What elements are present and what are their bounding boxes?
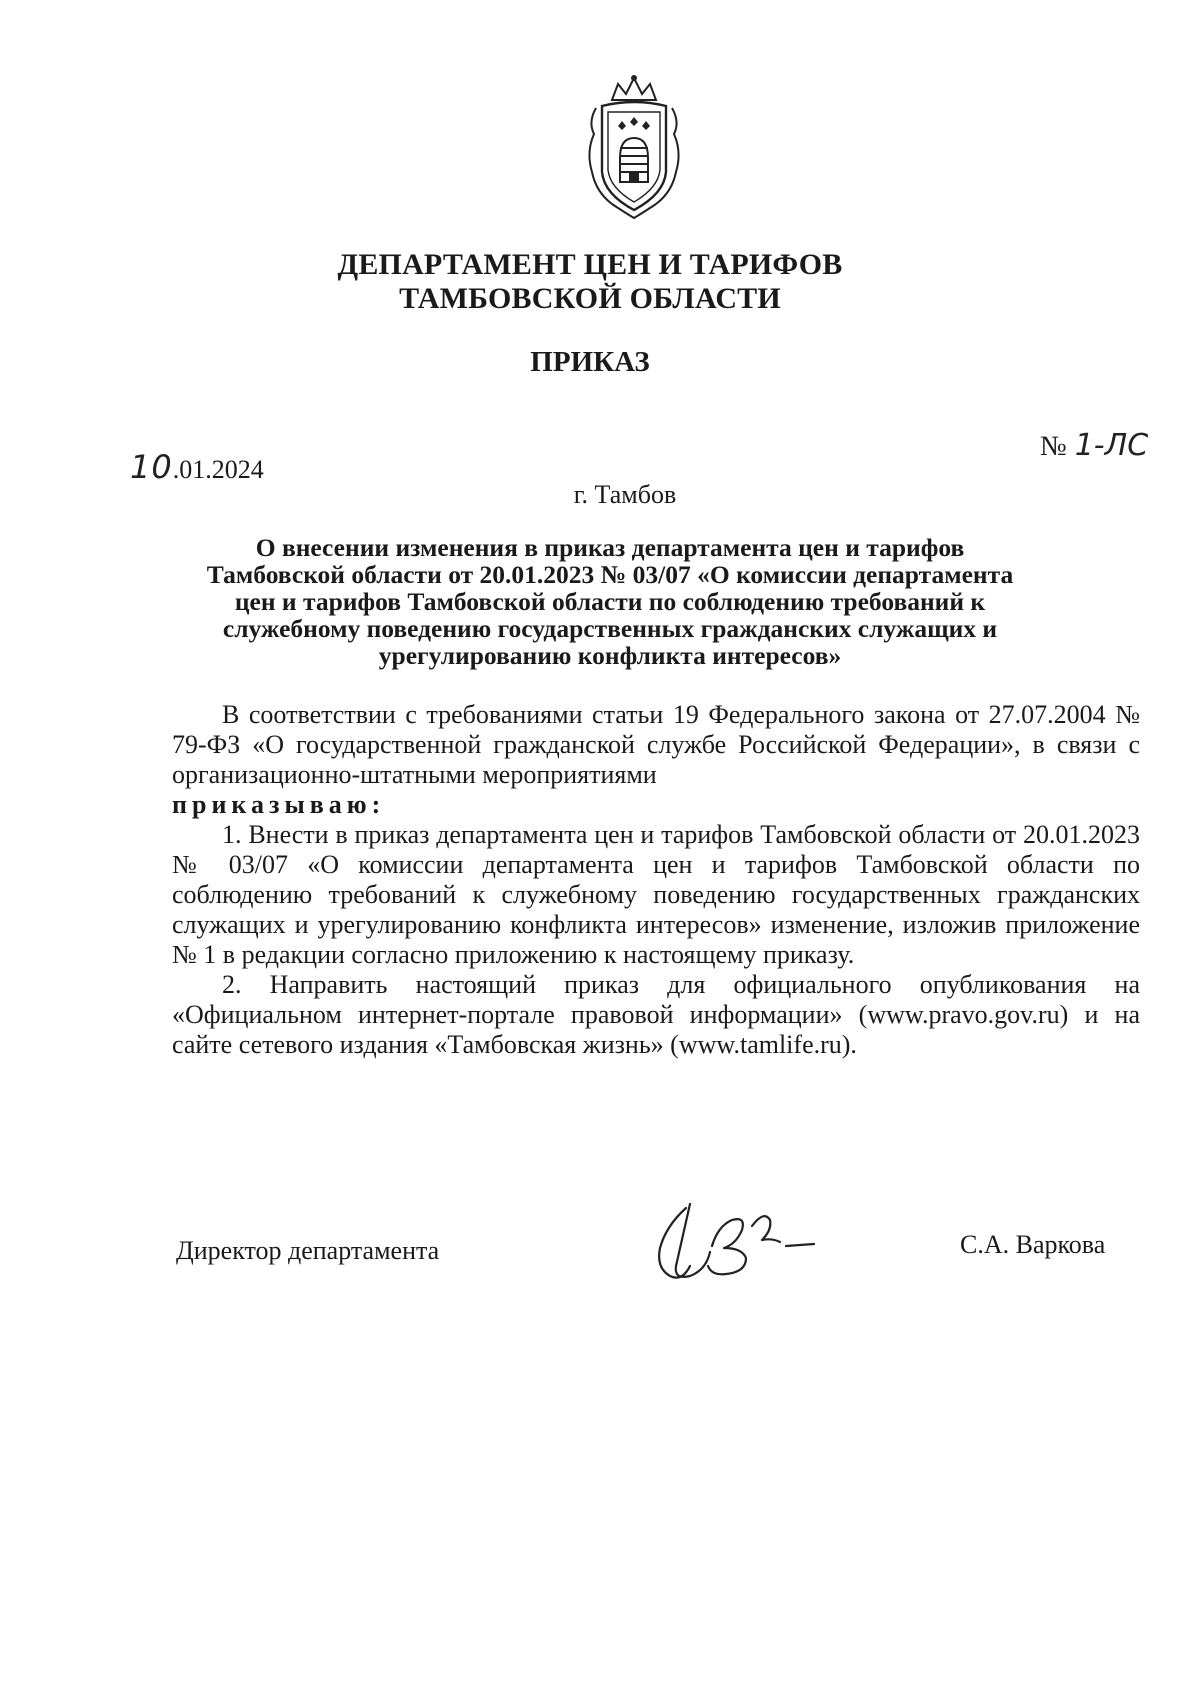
document-city: г. Тамбов [573,480,677,509]
signer-position: Директор департамента [176,1236,440,1265]
order-item-2: 2. Направить настоящий приказ для официального опубликования на «Официальном интернет-портале правовой информации» (www.pravo.gov.ru) и на сайте сетевого издания «Тамбовская жизнь» (www.tamlife.ru). [172,970,1140,1059]
order-word: приказываю: [172,790,386,819]
department-name-line2: ТАМБОВСКОЙ ОБЛАСТИ [399,282,781,315]
document-date [130,448,264,486]
document-body [172,700,1140,1060]
subject-line: Тамбовской области от 20.01.2023 № 03/07 «О комиссии департамента [206,560,1014,589]
subject-line: цен и тарифов Тамбовской области по соблюдению требований к [234,587,986,616]
department-name-line1: ДЕПАРТАМЕНТ ЦЕН И ТАРИФОВ [337,248,843,281]
document-number [1040,428,1148,463]
preamble-paragraph: В соответствии с требованиями статьи 19 Федерального закона от 27.07.2004 № 79-ФЗ «О государственной гражданской службе Российской Федерации», в связи с организационно-штатными мероприятиями [172,700,1140,789]
number-prefix: № [1040,431,1067,462]
date-printed: .01.2024 [172,455,264,484]
document-subject [170,534,1050,669]
coat-of-arms-icon [578,72,690,222]
subject-line: урегулированию конфликта интересов» [378,641,842,670]
subject-line: служебному поведению государственных гражданских служащих и [222,614,998,643]
subject-line: О внесении изменения в приказ департамента цен и тарифов [255,533,965,562]
signer-name: С.А. Варкова [960,1230,1106,1259]
handwritten-signature [646,1196,836,1292]
date-handwritten: 10 [130,448,173,486]
order-item-1: 1. Внести в приказ департамента цен и тарифов Тамбовской области от 20.01.2023 № 03/07 «О комиссии департамента цен и тарифов Тамбовской области по соблюдению требований к служебному поведению государственных гражданских служащих и урегулированию конфликта интересов» изменение, изложив приложение № 1 в редакции согласно приложению к настоящему приказу. [172,820,1140,969]
department-name [300,248,880,316]
document-type: ПРИКАЗ [530,346,650,378]
number-handwritten: 1-ЛС [1074,428,1149,463]
